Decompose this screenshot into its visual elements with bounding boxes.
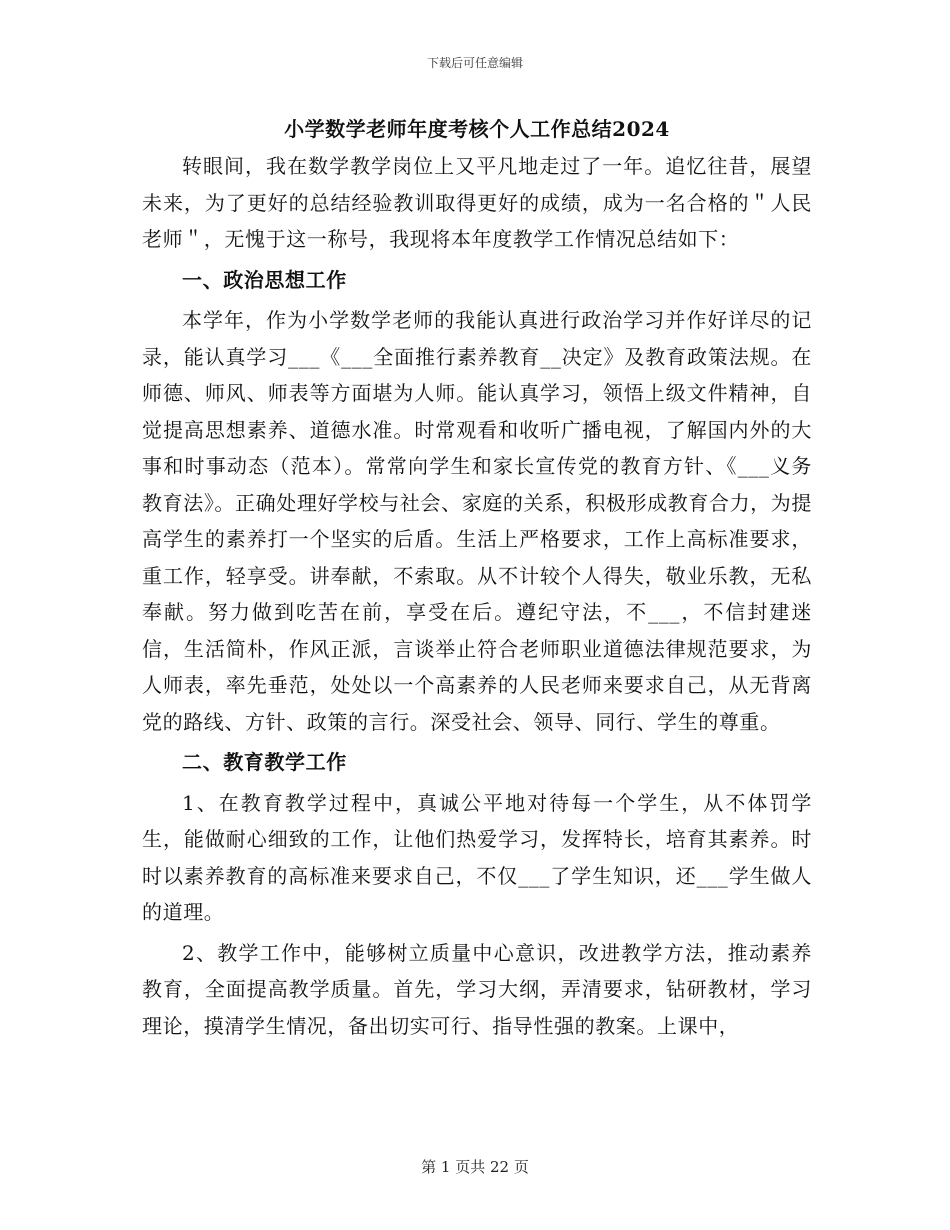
section-heading-teaching: 二、教育教学工作 [182,750,347,774]
page-number-footer: 第 1 页共 22 页 [421,1158,529,1176]
teaching-paragraph-2: 2、教学工作中，能够树立质量中心意识，改进教学方法，推动素养教育，全面提高教学质量。首先，学习大纲，弄清要求，钻研教材，学习理论，摸清学生情况，备出切实可行、指导性强的教案。上课中， [142,940,812,1038]
teaching-paragraph-1: 1、在教育教学过程中，真诚公平地对待每一个学生，从不体罚学生，能做耐心细致的工作，让他们热爱学习，发挥特长，培育其素养。时时以素养教育的高标准来要求自己，不仅___了学生知识，还___学生做人的道理。 [142,790,812,924]
section-body-political: 本学年，作为小学数学老师的我能认真进行政治学习并作好详尽的记录，能认真学习___《___全面推行素养教育__决定》及教育政策法规。在师德、师风、师表等方面堪为人师。能认真学习，领悟上级文件精神，自觉提高思想素养、道德水准。时常观看和收听广播电视，了解国内外的大事和时事动态（范本）。常常向学生和家长宣传党的教育方针、《___义务教育法》。正确处理好学校与社会、家庭的关系，积极形成教育合力，为提高学生的素养打一个坚实的后盾。生活上严格要求，工作上高标准要求，重工作，轻享受。讲奉献，不索取。从不计较个人得失，敬业乐教，无私奉献。努力做到吃苦在前，享受在后。遵纪守法，不___，不信封建迷信，生活简朴，作风正派，言谈举止符合老师职业道德法律规范要求，为人师表，率先垂范，处处以一个高素养的人民老师来要求自己，从无背离党的路线、方针、政策的言行。深受社会、领导、同行、学生的尊重。 [142,308,812,734]
document-body [142,110,812,1044]
intro-paragraph: 转眼间，我在数学教学岗位上又平凡地走过了一年。追忆往昔，展望未来，为了更好的总结经验教训取得更好的成绩，成为一名合格的＂人民老师＂，无愧于这一称号，我现将本年度教学工作情况总结如下： [142,154,812,251]
document-title: 小学数学老师年度考核个人工作总结2024 [284,117,670,141]
section-heading-political: 一、政治思想工作 [182,267,347,292]
header-note: 下载后可任意编辑 [426,56,523,70]
